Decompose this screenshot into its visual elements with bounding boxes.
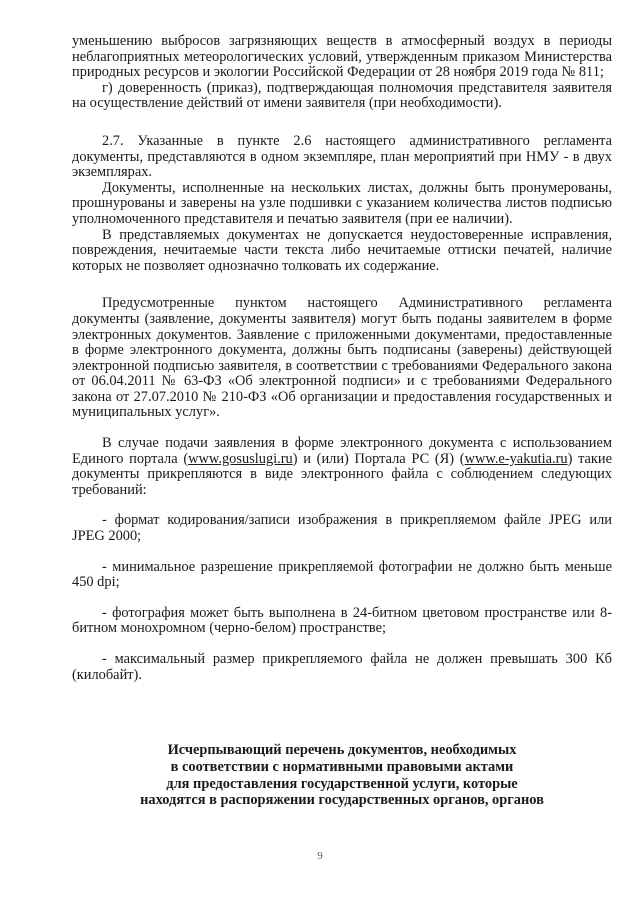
- e-yakutia-link[interactable]: www.e-yakutia.ru: [464, 450, 568, 467]
- document-body: [72, 34, 612, 683]
- portal-text-b: ) и (или) Портала РС (Я) (: [292, 450, 465, 467]
- heading-line-3: для предоставления государственной услуги, которые: [166, 775, 518, 792]
- requirement-resolution: - минимальное разрешение прикрепляемой фотографии не должно быть меньше 450 dpi;: [72, 558, 612, 591]
- paragraph-2-7: 2.7. Указанные в пункте 2.6 настоящего административного регламента документы, представляются в одном экземпляре, план мероприятий при НМУ - в двух экземплярах.: [72, 132, 612, 181]
- requirement-file-size: - максимальный размер прикрепляемого файла не должен превышать 300 Кб (килобайт).: [72, 651, 612, 683]
- portal-text-a: В случае подачи заявления в форме электронного документа с использованием Единого портала (: [72, 435, 612, 467]
- paragraph-intro: уменьшению выбросов загрязняющих веществ в атмосферный воздух в периоды неблагоприятных метеорологических условий, утвержденным приказом Министерства природных ресурсов и экологии Российской Федерации от 28 ноября 2019 года № 811;: [72, 33, 612, 81]
- paragraph-no-corrections: В представляемых документах не допускается неудостоверенные исправления, повреждения, нечитаемые части текста либо нечитаемые оттиски печатей, наличие которых не позволяет однозначно толковать их содержание.: [72, 226, 612, 274]
- paragraph-portal-submission: [72, 436, 612, 498]
- heading-line-1: Исчерпывающий перечень документов, необходимых: [167, 742, 517, 758]
- heading-line-4: находятся в распоряжении государственных органов, органов: [140, 792, 544, 809]
- section-heading: [72, 742, 612, 809]
- heading-line-2: в соответствии с нормативными правовыми актами: [170, 758, 514, 775]
- portal-text-c: ) такие документы прикрепляются в виде электронного файла с соблюдением следующих требований:: [72, 450, 613, 498]
- paragraph-power-of-attorney: г) доверенность (приказ), подтверждающая полномочия представителя заявителя на осуществление действий от имени заявителя (при необходимости).: [72, 79, 612, 112]
- paragraph-multi-sheet: Документы, исполненные на нескольких листах, должны быть пронумерованы, прошнурованы и заверены на узле подшивки с указанием количества листов подписью уполномоченного представителя и печатью заявителя (при ее наличии).: [72, 179, 612, 227]
- page-number: 9: [317, 850, 323, 862]
- gosuslugi-link[interactable]: www.gosuslugi.ru: [188, 450, 293, 467]
- requirement-format: - формат кодирования/записи изображения в прикрепляемом файле JPEG или JPEG 2000;: [72, 512, 612, 545]
- paragraph-electronic-docs: Предусмотренные пунктом настоящего Административного регламента документы (заявление, документы заявителя) могут быть поданы заявителем в форме электронных документов. Заявление с приложенными документами, предоставленные в форме электронного документа, должны быть подписаны (заверены) действующей электронной подписью заявителя, в соответствии с требованиями Федерального закона от 06.04.2011 № 63-ФЗ «Об электронной подписи» и с требованиями Федерального закона от 27.07.2010 № 210-ФЗ «Об организации и предоставления государственных и муниципальных услуг».: [72, 295, 612, 421]
- requirement-color-space: - фотография может быть выполнена в 24-битном цветовом пространстве или 8-битном монохромном (черно-белом) пространстве;: [72, 604, 612, 637]
